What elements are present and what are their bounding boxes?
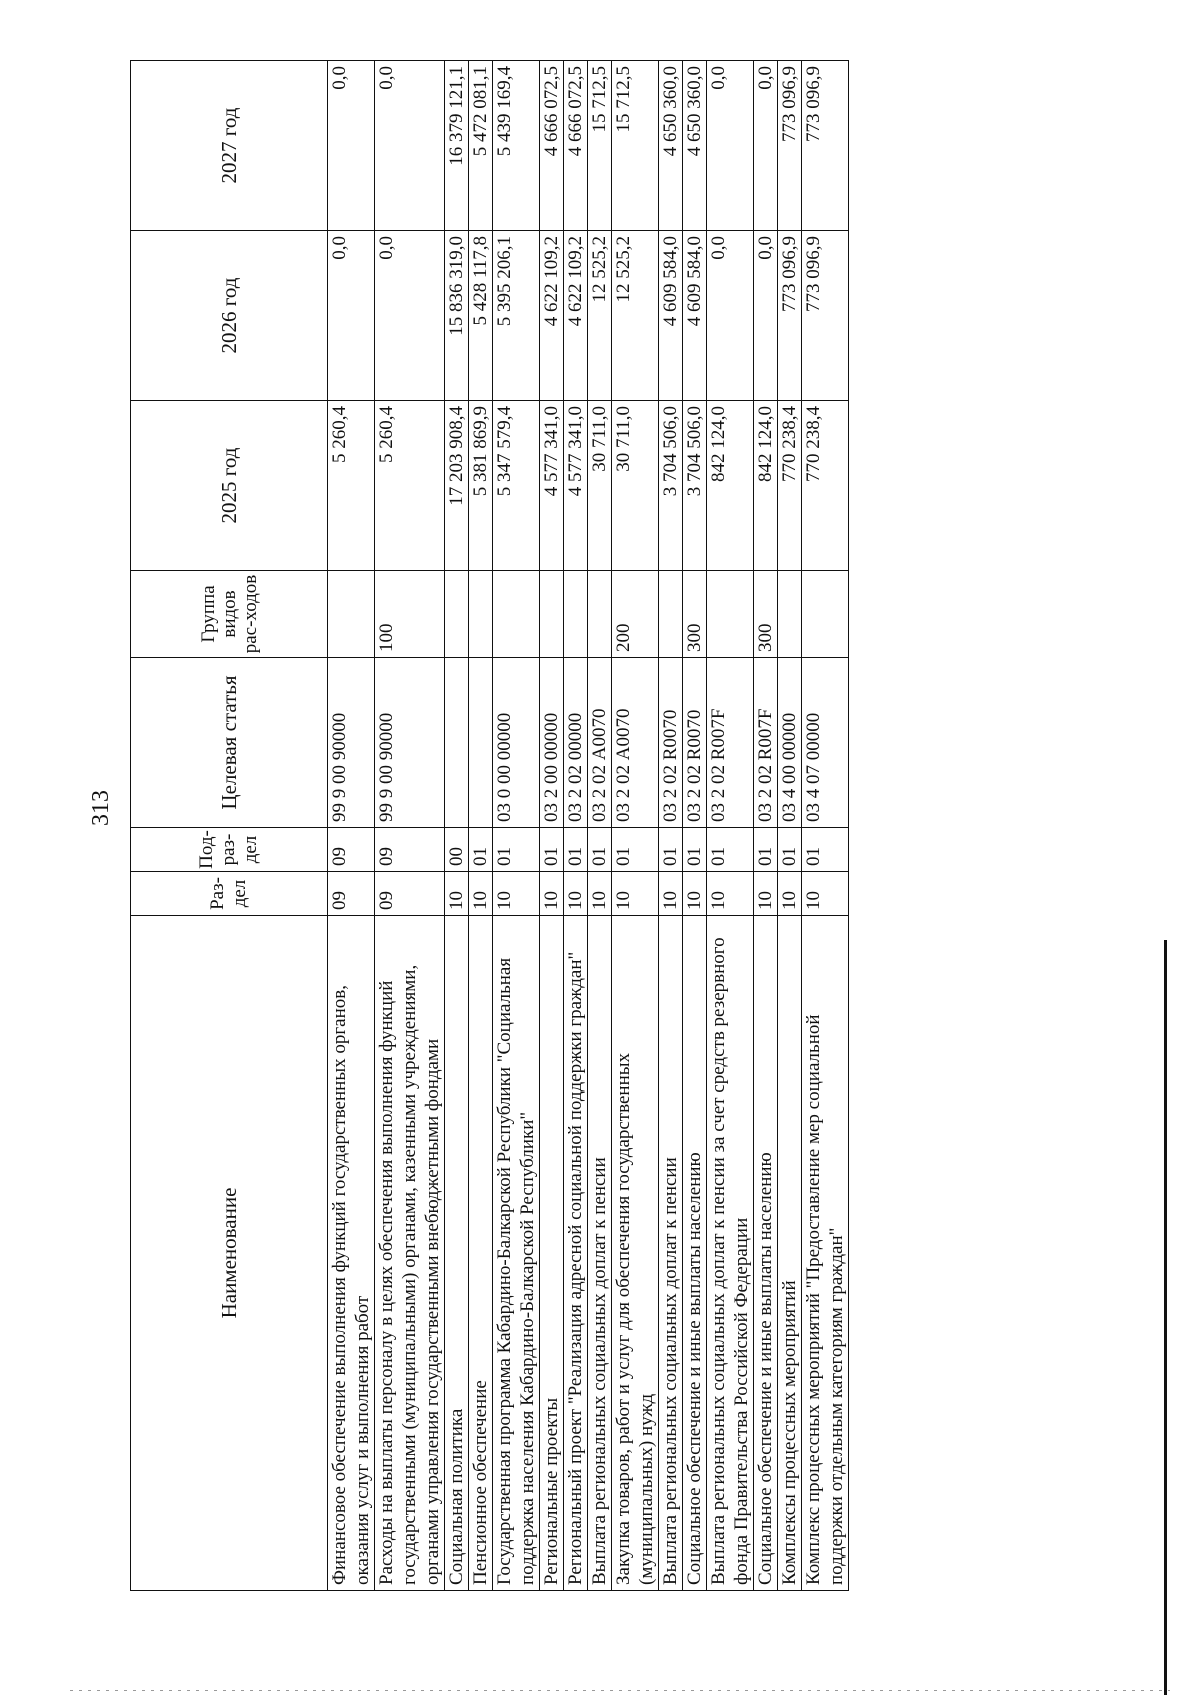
row-2025: 3 704 506,0 — [683, 401, 707, 571]
row-group: 300 — [754, 571, 778, 658]
budget-table — [130, 60, 849, 1591]
row-name: Финансовое обеспечение выполнения функций государственных органов, оказания услуг и выполнения работ — [328, 916, 375, 1591]
row-2025: 770 238,4 — [778, 401, 802, 571]
row-2027: 0,0 — [375, 61, 445, 231]
row-target: 03 2 02 R0070 — [659, 658, 683, 828]
header-2026: 2026 год — [131, 231, 328, 401]
row-2027: 16 379 121,1 — [445, 61, 469, 231]
table-row — [588, 61, 612, 1591]
row-podrazdel: 09 — [328, 828, 375, 872]
row-podrazdel: 01 — [588, 828, 612, 872]
row-podrazdel: 01 — [493, 828, 540, 872]
header-razdel: Раз-дел — [131, 872, 328, 916]
row-target: 99 9 00 90000 — [328, 658, 375, 828]
row-podrazdel: 00 — [445, 828, 469, 872]
row-2026: 4 622 109,2 — [540, 231, 564, 401]
row-group — [778, 571, 802, 658]
row-target: 03 4 07 00000 — [802, 658, 849, 828]
row-2025: 30 711,0 — [588, 401, 612, 571]
row-podrazdel: 01 — [564, 828, 588, 872]
row-2025: 5 260,4 — [328, 401, 375, 571]
row-2027: 4 666 072,5 — [564, 61, 588, 231]
table-row — [707, 61, 754, 1591]
row-name: Закупка товаров, работ и услуг для обеспечения государственных (муниципальных) нужд — [612, 916, 659, 1591]
table-row — [802, 61, 849, 1591]
row-group — [469, 571, 493, 658]
row-2026: 0,0 — [375, 231, 445, 401]
header-2027: 2027 год — [131, 61, 328, 231]
row-2026: 4 609 584,0 — [683, 231, 707, 401]
header-name: Наименование — [131, 916, 328, 1591]
row-razdel: 10 — [683, 872, 707, 916]
row-razdel: 10 — [778, 872, 802, 916]
row-2027: 4 650 360,0 — [659, 61, 683, 231]
row-razdel: 10 — [540, 872, 564, 916]
header-target: Целевая статья — [131, 658, 328, 828]
row-podrazdel: 09 — [375, 828, 445, 872]
table-body — [328, 61, 849, 1591]
row-target — [445, 658, 469, 828]
row-target: 03 2 02 00000 — [564, 658, 588, 828]
table-row — [493, 61, 540, 1591]
row-name: Социальное обеспечение и иные выплаты населению — [683, 916, 707, 1591]
row-2026: 773 096,9 — [802, 231, 849, 401]
row-group — [445, 571, 469, 658]
table-row — [778, 61, 802, 1591]
row-target: 03 2 02 R007F — [754, 658, 778, 828]
table-row — [328, 61, 375, 1591]
table-row — [564, 61, 588, 1591]
row-2027: 773 096,9 — [802, 61, 849, 231]
row-podrazdel: 01 — [802, 828, 849, 872]
row-name: Социальное обеспечение и иные выплаты населению — [754, 916, 778, 1591]
table-row — [659, 61, 683, 1591]
row-2026: 0,0 — [328, 231, 375, 401]
table-row — [540, 61, 564, 1591]
row-podrazdel: 01 — [659, 828, 683, 872]
row-2025: 3 704 506,0 — [659, 401, 683, 571]
row-podrazdel: 01 — [707, 828, 754, 872]
row-razdel: 09 — [375, 872, 445, 916]
row-group: 200 — [612, 571, 659, 658]
row-name: Региональный проект "Реализация адресной социальной поддержки граждан" — [564, 916, 588, 1591]
row-name: Выплата региональных социальных доплат к пенсии — [588, 916, 612, 1591]
row-razdel: 10 — [612, 872, 659, 916]
row-2027: 773 096,9 — [778, 61, 802, 231]
header-podrazdel: Под-раз-дел — [131, 828, 328, 872]
row-2027: 15 712,5 — [588, 61, 612, 231]
row-group — [493, 571, 540, 658]
row-razdel: 10 — [493, 872, 540, 916]
row-podrazdel: 01 — [778, 828, 802, 872]
row-2026: 4 622 109,2 — [564, 231, 588, 401]
row-2025: 770 238,4 — [802, 401, 849, 571]
row-group — [588, 571, 612, 658]
row-name: Комплекс процессных мероприятий "Предоставление мер социальной поддержки отдельным категориям граждан" — [802, 916, 849, 1591]
row-name: Пенсионное обеспечение — [469, 916, 493, 1591]
row-2025: 17 203 908,4 — [445, 401, 469, 571]
row-target: 03 4 00 00000 — [778, 658, 802, 828]
row-podrazdel: 01 — [469, 828, 493, 872]
row-name: Расходы на выплаты персоналу в целях обеспечения выполнения функций государственными (муниципальными) органами, казенными учреждениями, органами управления государственными внебюджетными фондами — [375, 916, 445, 1591]
row-podrazdel: 01 — [612, 828, 659, 872]
row-target: 03 2 02 R007F — [707, 658, 754, 828]
header-2025: 2025 год — [131, 401, 328, 571]
row-group — [707, 571, 754, 658]
row-name: Государственная программа Кабардино-Балкарской Республики "Социальная поддержка населения Кабардино-Балкарской Республики" — [493, 916, 540, 1591]
row-group: 100 — [375, 571, 445, 658]
table-row — [754, 61, 778, 1591]
header-group: Группа видов рас-ходов — [131, 571, 328, 658]
row-2025: 4 577 341,0 — [540, 401, 564, 571]
row-2026: 12 525,2 — [588, 231, 612, 401]
row-target: 03 0 00 00000 — [493, 658, 540, 828]
row-name: Выплата региональных социальных доплат к пенсии за счет средств резервного фонда Правительства Российской Федерации — [707, 916, 754, 1591]
row-2025: 5 260,4 — [375, 401, 445, 571]
row-podrazdel: 01 — [683, 828, 707, 872]
row-2025: 4 577 341,0 — [564, 401, 588, 571]
row-name: Социальная политика — [445, 916, 469, 1591]
row-razdel: 10 — [754, 872, 778, 916]
row-podrazdel: 01 — [540, 828, 564, 872]
row-2025: 5 381 869,9 — [469, 401, 493, 571]
row-2027: 5 472 081,1 — [469, 61, 493, 231]
table-row — [445, 61, 469, 1591]
row-2027: 0,0 — [328, 61, 375, 231]
row-razdel: 10 — [445, 872, 469, 916]
row-2027: 0,0 — [707, 61, 754, 231]
row-2025: 5 347 579,4 — [493, 401, 540, 571]
row-2026: 5 395 206,1 — [493, 231, 540, 401]
row-target: 03 2 02 R0070 — [683, 658, 707, 828]
budget-table-wrapper — [130, 61, 1173, 1591]
row-group — [564, 571, 588, 658]
row-target: 03 2 02 А0070 — [612, 658, 659, 828]
row-razdel: 09 — [328, 872, 375, 916]
row-2026: 0,0 — [754, 231, 778, 401]
page-number: 313 — [88, 790, 114, 826]
table-row — [683, 61, 707, 1591]
row-target: 03 2 00 00000 — [540, 658, 564, 828]
row-name: Комплексы процессных мероприятий — [778, 916, 802, 1591]
row-2027: 4 666 072,5 — [540, 61, 564, 231]
row-2026: 5 428 117,8 — [469, 231, 493, 401]
table-row — [469, 61, 493, 1591]
row-podrazdel: 01 — [754, 828, 778, 872]
row-razdel: 10 — [588, 872, 612, 916]
scan-edge-line — [70, 1690, 1170, 1691]
row-group — [328, 571, 375, 658]
row-2025: 842 124,0 — [707, 401, 754, 571]
table-row — [375, 61, 445, 1591]
row-2027: 4 650 360,0 — [683, 61, 707, 231]
row-2026: 12 525,2 — [612, 231, 659, 401]
row-2026: 15 836 319,0 — [445, 231, 469, 401]
table-row — [612, 61, 659, 1591]
table-header-row — [131, 61, 328, 1591]
row-name: Региональные проекты — [540, 916, 564, 1591]
margin-line — [1164, 940, 1167, 1695]
row-target: 99 9 00 90000 — [375, 658, 445, 828]
row-target: 03 2 02 А0070 — [588, 658, 612, 828]
row-name: Выплата региональных социальных доплат к пенсии — [659, 916, 683, 1591]
row-2026: 4 609 584,0 — [659, 231, 683, 401]
row-2027: 15 712,5 — [612, 61, 659, 231]
row-2027: 5 439 169,4 — [493, 61, 540, 231]
row-razdel: 10 — [707, 872, 754, 916]
row-2025: 30 711,0 — [612, 401, 659, 571]
row-group: 300 — [683, 571, 707, 658]
rotated-page-content — [130, 61, 1173, 1591]
row-2025: 842 124,0 — [754, 401, 778, 571]
row-group — [540, 571, 564, 658]
row-target — [469, 658, 493, 828]
row-group — [659, 571, 683, 658]
row-2027: 0,0 — [754, 61, 778, 231]
row-razdel: 10 — [564, 872, 588, 916]
row-2026: 773 096,9 — [778, 231, 802, 401]
row-2026: 0,0 — [707, 231, 754, 401]
row-razdel: 10 — [469, 872, 493, 916]
row-razdel: 10 — [659, 872, 683, 916]
row-razdel: 10 — [802, 872, 849, 916]
row-group — [802, 571, 849, 658]
